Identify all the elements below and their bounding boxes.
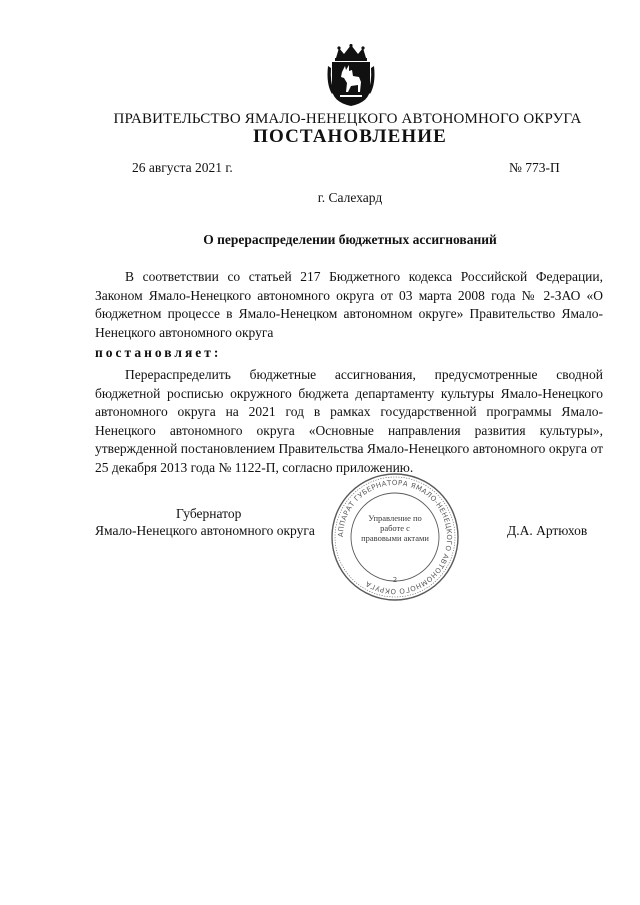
coat-of-arms-icon — [326, 44, 376, 108]
resolves-paragraph — [95, 344, 603, 363]
document-city: г. Салехард — [317, 190, 383, 205]
document-subject: О перераспределении бюджетных ассигнований — [203, 232, 497, 247]
preamble-paragraph — [95, 268, 603, 342]
seal-inner-text: Управление по работе с правовыми актами — [361, 513, 429, 543]
signer-role: Губернатор — [176, 506, 242, 521]
resolves-word: постановляет: — [95, 345, 222, 360]
signer-organization: Ямало-Ненецкого автономного округа — [95, 523, 315, 538]
decision-text: Перераспределить бюджетные ассигнования, предусмотренные сводной бюджетной росписью окружного бюджета департаменту культуры Ямало-Ненецкого автономного округа на 2021 год в рамках государственной программы Ямало-Ненецкого автономного округа «Основные направления развития культуры», утвержденной постановлением Правительства Ямало-Ненецкого автономного округа от 25 декабря 2013 года № 1122-П, согласно приложению. — [95, 367, 603, 475]
document-type-title: ПОСТАНОВЛЕНИЕ — [253, 126, 447, 147]
seal-number: 2 — [392, 576, 398, 584]
preamble-text: В соответствии со статьей 217 Бюджетного кодекса Российской Федерации, Законом Ямало-Ненецкого автономного округа от 03 марта 2008 года № 2-ЗАО «О бюджетном процессе в Ямало-Ненецком автономном округе» Правительство Ямало-Ненецкого автономного округа — [95, 269, 603, 340]
decision-paragraph — [95, 366, 603, 477]
signer-name: Д.А. Артюхов — [507, 523, 588, 538]
government-name: ПРАВИТЕЛЬСТВО ЯМАЛО-НЕНЕЦКОГО АВТОНОМНОГО ОКРУГА — [113, 111, 582, 127]
seal-outer-text: АППАРАТ ГУБЕРНАТОРА ЯМАЛО-НЕНЕЦКОГО АВТОНОМНОГО ОКРУГА — [336, 478, 454, 596]
document-number: № 773-П — [509, 160, 560, 175]
document-date: 26 августа 2021 г. — [132, 160, 233, 175]
